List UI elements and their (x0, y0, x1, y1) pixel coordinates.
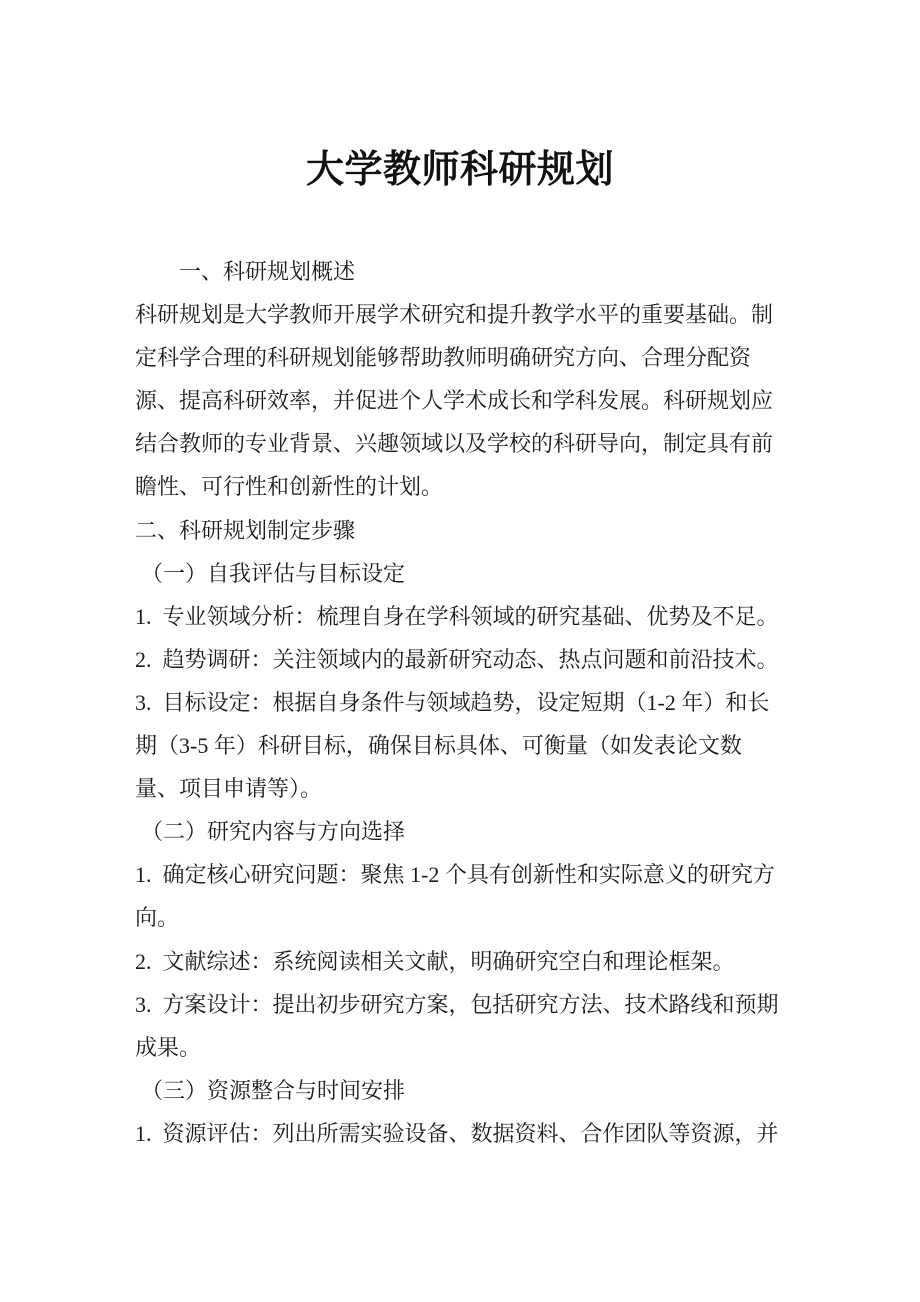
text-line: 期（3-5 年）科研目标，确保目标具体、可衡量（如发表论文数 (135, 733, 742, 759)
text-line: 定科学合理的科研规划能够帮助教师明确研究方向、合理分配资 (135, 345, 752, 371)
text-line: 瞻性、可行性和创新性的计划。 (135, 474, 444, 500)
text-line: 1. 资源评估：列出所需实验设备、数据资料、合作团队等资源，并 (135, 1120, 779, 1146)
text-line: 量、项目申请等）。 (135, 776, 323, 802)
text-line: 结合教师的专业背景、兴趣领域以及学校的科研导向，制定具有前 (135, 431, 774, 457)
text-line: 科研规划是大学教师开展学术研究和提升教学水平的重要基础。制 (135, 302, 774, 328)
text-line: 1. 确定核心研究问题：聚焦 1-2 个具有创新性和实际意义的研究方 (135, 862, 775, 888)
text-line: （一）自我评估与目标设定 (141, 560, 406, 586)
document-body (135, 250, 785, 1155)
text-line: 向。 (135, 905, 180, 931)
text-line: 成果。 (135, 1034, 202, 1060)
text-line: （二）研究内容与方向选择 (141, 819, 406, 845)
document-title: 大学教师科研规划 (305, 149, 614, 191)
text-line: 源、提高科研效率，并促进个人学术成长和学科发展。科研规划应 (135, 388, 774, 414)
text-line: 3. 目标设定：根据自身条件与领域趋势，设定短期（1-2 年）和长 (135, 689, 770, 715)
text-line: 1. 专业领域分析：梳理自身在学科领域的研究基础、优势及不足。 (135, 603, 779, 629)
text-line: 一、科研规划概述 (179, 259, 356, 284)
text-line: 二、科研规划制定步骤 (135, 517, 356, 543)
text-line: 2. 文献综述：系统阅读相关文献，明确研究空白和理论框架。 (135, 948, 735, 974)
text-line: 2. 趋势调研：关注领域内的最新研究动态、热点问题和前沿技术。 (135, 646, 779, 672)
text-line: 3. 方案设计：提出初步研究方案，包括研究方法、技术路线和预期 (135, 991, 779, 1017)
text-line: （三）资源整合与时间安排 (141, 1077, 406, 1103)
